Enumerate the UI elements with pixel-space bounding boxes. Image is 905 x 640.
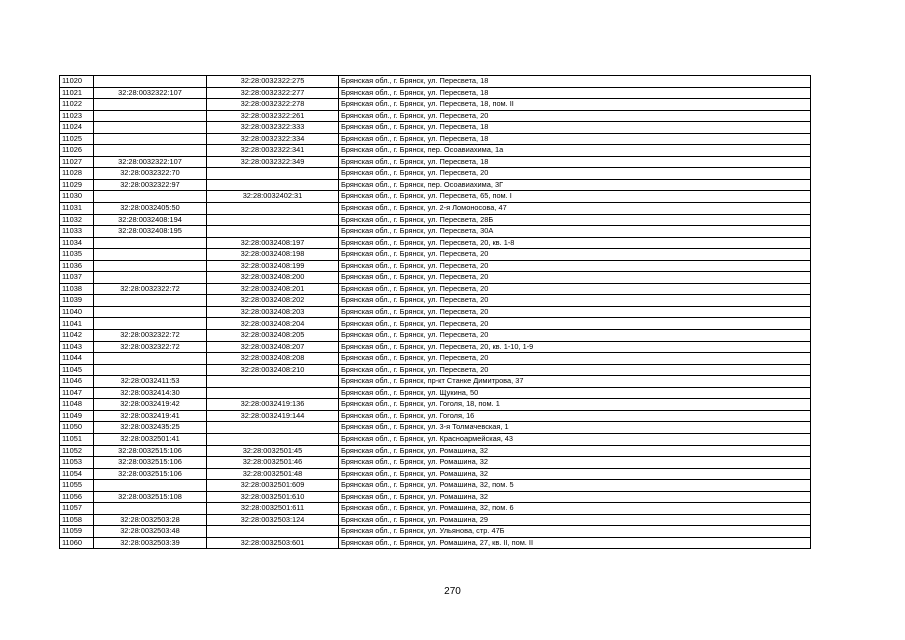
row-number-cell: 11020 (60, 76, 94, 88)
building-cadastral-cell (207, 387, 339, 399)
building-cadastral-cell (207, 203, 339, 215)
parcel-cadastral-cell (94, 353, 207, 365)
building-cadastral-cell (207, 376, 339, 388)
address-cell: Брянская обл., г. Брянск, ул. Пересвета, 20 (339, 295, 811, 307)
table-row (60, 445, 811, 457)
building-cadastral-cell: 32:28:0032501:610 (207, 491, 339, 503)
address-cell: Брянская обл., г. Брянск, ул. Пересвета, 20 (339, 272, 811, 284)
address-cell: Брянская обл., г. Брянск, ул. Пересвета, 20 (339, 364, 811, 376)
building-cadastral-cell (207, 226, 339, 238)
address-cell: Брянская обл., г. Брянск, ул. Щукина, 50 (339, 387, 811, 399)
building-cadastral-cell: 32:28:0032408:208 (207, 353, 339, 365)
building-cadastral-cell: 32:28:0032501:45 (207, 445, 339, 457)
row-number-cell: 11021 (60, 87, 94, 99)
row-number-cell: 11048 (60, 399, 94, 411)
table-row (60, 353, 811, 365)
building-cadastral-cell: 32:28:0032322:278 (207, 99, 339, 111)
parcel-cadastral-cell: 32:28:0032503:39 (94, 537, 207, 549)
building-cadastral-cell: 32:28:0032408:203 (207, 306, 339, 318)
address-cell: Брянская обл., г. Брянск, пр-кт Станке Димитрова, 37 (339, 376, 811, 388)
parcel-cadastral-cell: 32:28:0032322:72 (94, 330, 207, 342)
table-row (60, 237, 811, 249)
address-cell: Брянская обл., г. Брянск, ул. Пересвета, 20, кв. 1-8 (339, 237, 811, 249)
row-number-cell: 11031 (60, 203, 94, 215)
row-number-cell: 11057 (60, 503, 94, 515)
table-row (60, 387, 811, 399)
address-cell: Брянская обл., г. Брянск, ул. Ромашина, 32 (339, 491, 811, 503)
table-row (60, 122, 811, 134)
parcel-cadastral-cell (94, 272, 207, 284)
building-cadastral-cell (207, 179, 339, 191)
row-number-cell: 11030 (60, 191, 94, 203)
row-number-cell: 11026 (60, 145, 94, 157)
parcel-cadastral-cell: 32:28:0032408:195 (94, 226, 207, 238)
address-cell: Брянская обл., г. Брянск, ул. Пересвета, 20 (339, 168, 811, 180)
table-row (60, 364, 811, 376)
parcel-cadastral-cell: 32:28:0032322:72 (94, 283, 207, 295)
parcel-cadastral-cell: 32:28:0032515:106 (94, 468, 207, 480)
address-cell: Брянская обл., г. Брянск, ул. Пересвета, 65, пом. I (339, 191, 811, 203)
address-cell: Брянская обл., г. Брянск, ул. Ромашина, 32 (339, 445, 811, 457)
table-row (60, 526, 811, 538)
table-row (60, 514, 811, 526)
building-cadastral-cell: 32:28:0032501:46 (207, 457, 339, 469)
parcel-cadastral-cell (94, 249, 207, 261)
building-cadastral-cell: 32:28:0032419:136 (207, 399, 339, 411)
building-cadastral-cell: 32:28:0032408:198 (207, 249, 339, 261)
parcel-cadastral-cell: 32:28:0032411:53 (94, 376, 207, 388)
parcel-cadastral-cell: 32:28:0032419:42 (94, 399, 207, 411)
table-row (60, 491, 811, 503)
parcel-cadastral-cell (94, 99, 207, 111)
building-cadastral-cell (207, 422, 339, 434)
row-number-cell: 11039 (60, 295, 94, 307)
address-cell: Брянская обл., г. Брянск, ул. Пересвета, 28Б (339, 214, 811, 226)
table-row (60, 341, 811, 353)
address-cell: Брянская обл., г. Брянск, ул. Ромашина, 27, кв. II, пом. II (339, 537, 811, 549)
building-cadastral-cell: 32:28:0032322:333 (207, 122, 339, 134)
parcel-cadastral-cell: 32:28:0032515:106 (94, 457, 207, 469)
table-row (60, 433, 811, 445)
table-row (60, 330, 811, 342)
row-number-cell: 11028 (60, 168, 94, 180)
address-cell: Брянская обл., г. Брянск, ул. Пересвета, 18 (339, 133, 811, 145)
table-row (60, 283, 811, 295)
building-cadastral-cell: 32:28:0032408:210 (207, 364, 339, 376)
parcel-cadastral-cell (94, 364, 207, 376)
table-row (60, 468, 811, 480)
parcel-cadastral-cell (94, 260, 207, 272)
building-cadastral-cell: 32:28:0032408:199 (207, 260, 339, 272)
building-cadastral-cell: 32:28:0032408:200 (207, 272, 339, 284)
table-row (60, 399, 811, 411)
building-cadastral-cell (207, 526, 339, 538)
row-number-cell: 11052 (60, 445, 94, 457)
building-cadastral-cell: 32:28:0032408:204 (207, 318, 339, 330)
parcel-cadastral-cell (94, 122, 207, 134)
address-cell: Брянская обл., г. Брянск, ул. Гоголя, 18, пом. 1 (339, 399, 811, 411)
address-cell: Брянская обл., г. Брянск, ул. Пересвета, 18 (339, 156, 811, 168)
row-number-cell: 11041 (60, 318, 94, 330)
address-cell: Брянская обл., г. Брянск, ул. Ромашина, 29 (339, 514, 811, 526)
row-number-cell: 11056 (60, 491, 94, 503)
table-row (60, 226, 811, 238)
parcel-cadastral-cell: 32:28:0032435:25 (94, 422, 207, 434)
building-cadastral-cell: 32:28:0032503:601 (207, 537, 339, 549)
building-cadastral-cell: 32:28:0032408:205 (207, 330, 339, 342)
address-cell: Брянская обл., г. Брянск, ул. Пересвета, 20 (339, 318, 811, 330)
address-cell: Брянская обл., г. Брянск, ул. 3-я Толмачевская, 1 (339, 422, 811, 434)
address-cell: Брянская обл., г. Брянск, ул. Пересвета, 18 (339, 76, 811, 88)
table-row (60, 503, 811, 515)
parcel-cadastral-cell: 32:28:0032322:107 (94, 87, 207, 99)
row-number-cell: 11043 (60, 341, 94, 353)
row-number-cell: 11060 (60, 537, 94, 549)
row-number-cell: 11059 (60, 526, 94, 538)
table-row (60, 191, 811, 203)
table-row (60, 306, 811, 318)
address-cell: Брянская обл., г. Брянск, ул. Пересвета, 18, пом. II (339, 99, 811, 111)
table-row (60, 480, 811, 492)
parcel-cadastral-cell: 32:28:0032322:107 (94, 156, 207, 168)
page-number: 270 (444, 586, 461, 597)
row-number-cell: 11035 (60, 249, 94, 261)
building-cadastral-cell (207, 433, 339, 445)
address-cell: Брянская обл., г. Брянск, ул. Ромашина, 32, пом. 5 (339, 480, 811, 492)
row-number-cell: 11033 (60, 226, 94, 238)
row-number-cell: 11040 (60, 306, 94, 318)
table-row (60, 179, 811, 191)
parcel-cadastral-cell (94, 110, 207, 122)
parcel-cadastral-cell (94, 145, 207, 157)
building-cadastral-cell: 32:28:0032408:201 (207, 283, 339, 295)
building-cadastral-cell: 32:28:0032419:144 (207, 410, 339, 422)
row-number-cell: 11032 (60, 214, 94, 226)
building-cadastral-cell: 32:28:0032322:261 (207, 110, 339, 122)
row-number-cell: 11029 (60, 179, 94, 191)
parcel-cadastral-cell: 32:28:0032408:194 (94, 214, 207, 226)
address-cell: Брянская обл., г. Брянск, ул. Гоголя, 16 (339, 410, 811, 422)
building-cadastral-cell: 32:28:0032322:277 (207, 87, 339, 99)
building-cadastral-cell: 32:28:0032402:31 (207, 191, 339, 203)
building-cadastral-cell (207, 214, 339, 226)
building-cadastral-cell: 32:28:0032322:334 (207, 133, 339, 145)
parcel-cadastral-cell (94, 295, 207, 307)
table-row (60, 110, 811, 122)
row-number-cell: 11058 (60, 514, 94, 526)
building-cadastral-cell: 32:28:0032322:341 (207, 145, 339, 157)
row-number-cell: 11042 (60, 330, 94, 342)
parcel-cadastral-cell (94, 306, 207, 318)
building-cadastral-cell: 32:28:0032408:202 (207, 295, 339, 307)
address-cell: Брянская обл., г. Брянск, ул. Пересвета, 20 (339, 260, 811, 272)
parcel-cadastral-cell (94, 480, 207, 492)
row-number-cell: 11044 (60, 353, 94, 365)
row-number-cell: 11025 (60, 133, 94, 145)
parcel-cadastral-cell: 32:28:0032501:41 (94, 433, 207, 445)
table-row (60, 318, 811, 330)
parcel-cadastral-cell: 32:28:0032322:97 (94, 179, 207, 191)
row-number-cell: 11037 (60, 272, 94, 284)
table-row (60, 457, 811, 469)
parcel-cadastral-cell (94, 318, 207, 330)
row-number-cell: 11054 (60, 468, 94, 480)
parcel-cadastral-cell (94, 76, 207, 88)
address-cell: Брянская обл., г. Брянск, ул. Пересвета, 20 (339, 249, 811, 261)
row-number-cell: 11050 (60, 422, 94, 434)
table-row (60, 214, 811, 226)
building-cadastral-cell: 32:28:0032322:349 (207, 156, 339, 168)
table-row (60, 272, 811, 284)
table-row (60, 156, 811, 168)
parcel-cadastral-cell: 32:28:0032414:30 (94, 387, 207, 399)
parcel-cadastral-cell (94, 237, 207, 249)
address-cell: Брянская обл., г. Брянск, ул. Ромашина, 32 (339, 468, 811, 480)
address-cell: Брянская обл., г. Брянск, ул. Красноармейская, 43 (339, 433, 811, 445)
address-cell: Брянская обл., г. Брянск, пер. Осоавиахима, 3Г (339, 179, 811, 191)
table-row (60, 249, 811, 261)
row-number-cell: 11055 (60, 480, 94, 492)
row-number-cell: 11046 (60, 376, 94, 388)
building-cadastral-cell: 32:28:0032501:611 (207, 503, 339, 515)
parcel-cadastral-cell (94, 191, 207, 203)
address-cell: Брянская обл., г. Брянск, ул. 2-я Ломоносова, 47 (339, 203, 811, 215)
parcel-cadastral-cell: 32:28:0032515:106 (94, 445, 207, 457)
parcel-cadastral-cell: 32:28:0032322:72 (94, 341, 207, 353)
address-cell: Брянская обл., г. Брянск, ул. Пересвета, 20 (339, 330, 811, 342)
address-cell: Брянская обл., г. Брянск, ул. Пересвета, 20 (339, 283, 811, 295)
address-cell: Брянская обл., г. Брянск, ул. Пересвета, 18 (339, 87, 811, 99)
parcel-cadastral-cell (94, 503, 207, 515)
row-number-cell: 11027 (60, 156, 94, 168)
row-number-cell: 11053 (60, 457, 94, 469)
row-number-cell: 11051 (60, 433, 94, 445)
table-row (60, 295, 811, 307)
address-cell: Брянская обл., г. Брянск, ул. Пересвета, 18 (339, 122, 811, 134)
parcel-cadastral-cell (94, 133, 207, 145)
address-cell: Брянская обл., г. Брянск, ул. Пересвета, 20 (339, 110, 811, 122)
table-row (60, 76, 811, 88)
row-number-cell: 11023 (60, 110, 94, 122)
table-row (60, 168, 811, 180)
row-number-cell: 11024 (60, 122, 94, 134)
building-cadastral-cell: 32:28:0032503:124 (207, 514, 339, 526)
parcel-cadastral-cell: 32:28:0032515:108 (94, 491, 207, 503)
table-row (60, 410, 811, 422)
row-number-cell: 11022 (60, 99, 94, 111)
table-row (60, 537, 811, 549)
address-cell: Брянская обл., г. Брянск, ул. Ромашина, 32 (339, 457, 811, 469)
address-cell: Брянская обл., г. Брянск, ул. Ромашина, 32, пом. 6 (339, 503, 811, 515)
table-row (60, 99, 811, 111)
table-row (60, 203, 811, 215)
building-cadastral-cell: 32:28:0032408:197 (207, 237, 339, 249)
parcel-cadastral-cell: 32:28:0032503:48 (94, 526, 207, 538)
address-cell: Брянская обл., г. Брянск, ул. Пересвета, 20, кв. 1-10, 1-9 (339, 341, 811, 353)
building-cadastral-cell: 32:28:0032322:275 (207, 76, 339, 88)
table-row (60, 422, 811, 434)
address-cell: Брянская обл., г. Брянск, ул. Пересвета, 30А (339, 226, 811, 238)
row-number-cell: 11038 (60, 283, 94, 295)
address-cell: Брянская обл., г. Брянск, пер. Осоавиахима, 1а (339, 145, 811, 157)
parcel-cadastral-cell: 32:28:0032322:70 (94, 168, 207, 180)
building-cadastral-cell (207, 168, 339, 180)
registry-table (59, 75, 811, 549)
address-cell: Брянская обл., г. Брянск, ул. Ульянова, стр. 47Б (339, 526, 811, 538)
row-number-cell: 11045 (60, 364, 94, 376)
address-cell: Брянская обл., г. Брянск, ул. Пересвета, 20 (339, 306, 811, 318)
table-row (60, 260, 811, 272)
table-row (60, 376, 811, 388)
building-cadastral-cell: 32:28:0032408:207 (207, 341, 339, 353)
registry-table-body (60, 76, 811, 549)
row-number-cell: 11047 (60, 387, 94, 399)
table-row (60, 133, 811, 145)
parcel-cadastral-cell: 32:28:0032503:28 (94, 514, 207, 526)
parcel-cadastral-cell: 32:28:0032419:41 (94, 410, 207, 422)
table-row (60, 145, 811, 157)
address-cell: Брянская обл., г. Брянск, ул. Пересвета, 20 (339, 353, 811, 365)
row-number-cell: 11036 (60, 260, 94, 272)
table-row (60, 87, 811, 99)
building-cadastral-cell: 32:28:0032501:609 (207, 480, 339, 492)
building-cadastral-cell: 32:28:0032501:48 (207, 468, 339, 480)
parcel-cadastral-cell: 32:28:0032405:50 (94, 203, 207, 215)
row-number-cell: 11034 (60, 237, 94, 249)
row-number-cell: 11049 (60, 410, 94, 422)
